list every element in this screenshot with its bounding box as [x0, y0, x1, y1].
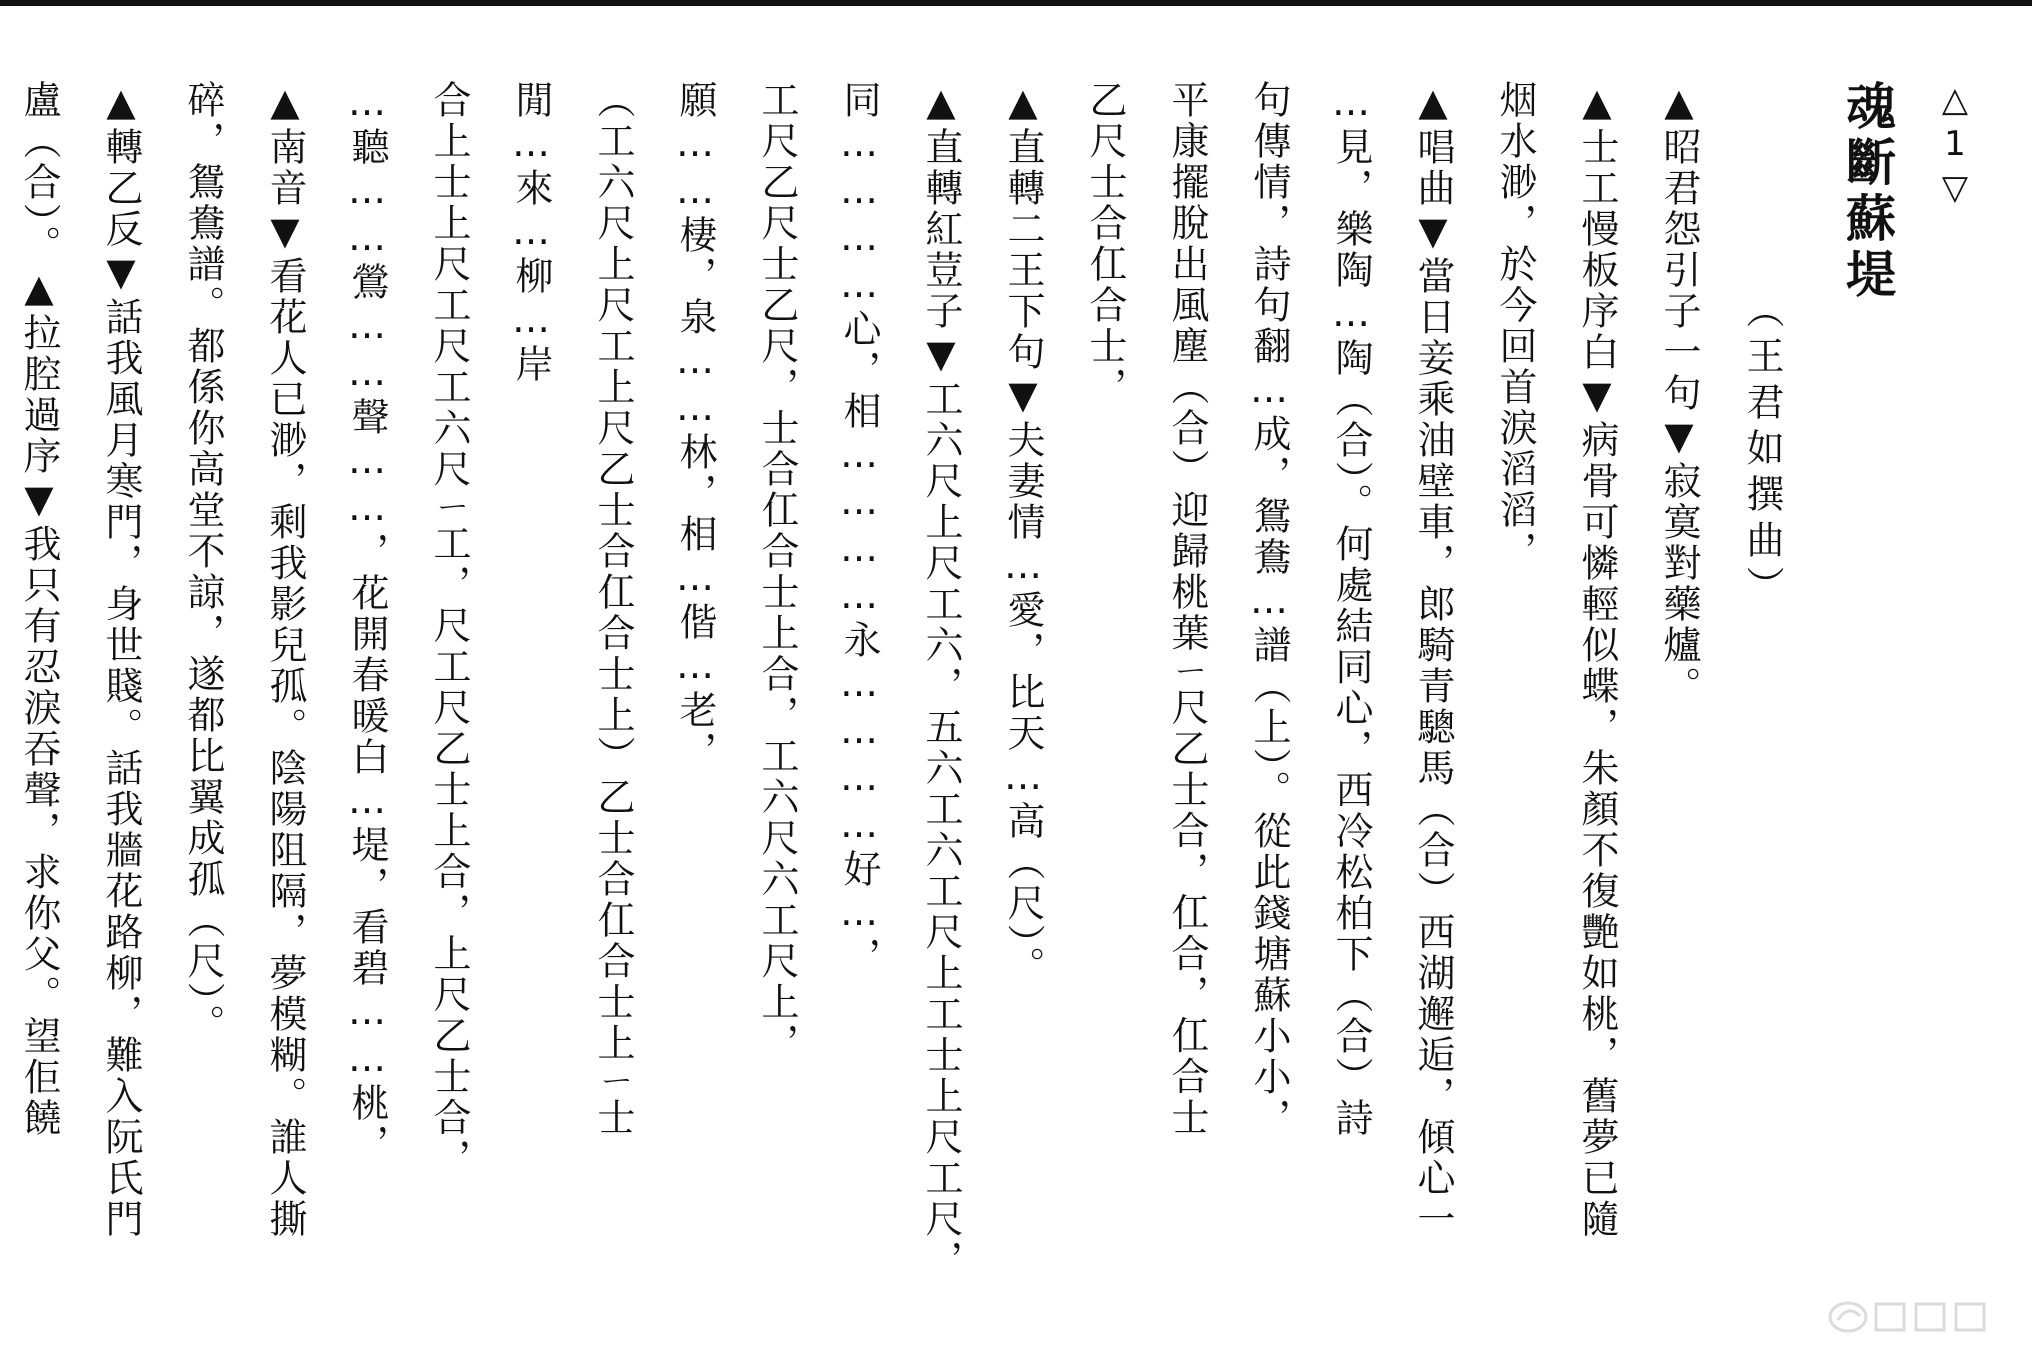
song-title: 魂斷蘇堤: [1838, 80, 1896, 304]
text-column: 碎，鴛鴦譜。都係你高堂不諒，遂都比翼成孤（尺）。: [181, 80, 225, 1045]
text-column: 合上士上尺工尺工六尺ㄧ工，尺工尺乙士上合，上尺乙士合，: [427, 80, 471, 1180]
text-column: 工尺乙尺士乙尺，士合仜合士上合，工六尺六工尺上，: [755, 80, 799, 1064]
text-column: ▲唱曲▼當日妾乘油壁車，郎騎青驄馬（合）西湖邂逅，傾心一: [1411, 80, 1455, 1240]
vertical-text-columns: [17, 80, 1992, 1281]
text-column: ▲南音▼看花人已渺，剩我影兒孤。陰陽阻隔，夢模糊。誰人撕: [263, 80, 307, 1240]
page-number-marker: △1▽: [1935, 80, 1975, 212]
text-column: ▲昭君怨引子一句▼寂寞對藥爐。: [1657, 80, 1701, 707]
text-column: ▲直轉二王下句▼夫妻情…愛，比天…高（尺）。: [1001, 80, 1045, 987]
text-column: （工六尺上尺工上尺乙士合仜合士上）乙士合仜合士上ㄧ士: [591, 80, 635, 1139]
text-column: 乙尺士合仜合士，: [1083, 80, 1127, 408]
text-column: 願……棲，泉……林，相…偕…老，: [673, 80, 717, 772]
text-column: 閒…來…柳…岸: [509, 80, 553, 385]
text-column: …見，樂陶…陶（合）。何處結同心，西冷松柏下（合）詩: [1329, 80, 1373, 1139]
text-column: 盧（合）。▲拉腔過序▼我只有忍淚吞聲，求你父。望佢饒: [17, 80, 61, 1139]
watermark-logo: [1824, 1290, 2014, 1344]
text-column: 平康擺脫出風塵（合）迎歸桃葉ㄧ尺乙士合，仜合，仜合士: [1165, 80, 1209, 1139]
author-credit: （王君如撰曲）: [1740, 290, 1784, 612]
text-column: ▲直轉紅荳子▼工六尺上尺工六，五六工六工尺上工士上尺工尺，: [919, 80, 963, 1281]
text-column: ▲轉乙反▼話我風月寒門，身世賤。話我牆花路柳，難入阮氏門: [99, 80, 143, 1240]
text-column: …聽……鶯……聲……，花開春暖白…堤，看碧……桃，: [345, 80, 389, 1165]
text-column: ▲士工慢板序白▼病骨可憐輕似蝶，朱顏不復艷如桃，舊夢已隨: [1575, 80, 1619, 1240]
text-column: 烟水渺，於今回首淚滔滔，: [1493, 80, 1537, 572]
text-column: 同…………心，相…………永…………好…，: [837, 80, 881, 978]
top-border-rule: [0, 0, 2032, 6]
text-column: 句傳情，詩句翻…成，鴛鴦…譜（上）。從此錢塘蘇小小，: [1247, 80, 1291, 1139]
